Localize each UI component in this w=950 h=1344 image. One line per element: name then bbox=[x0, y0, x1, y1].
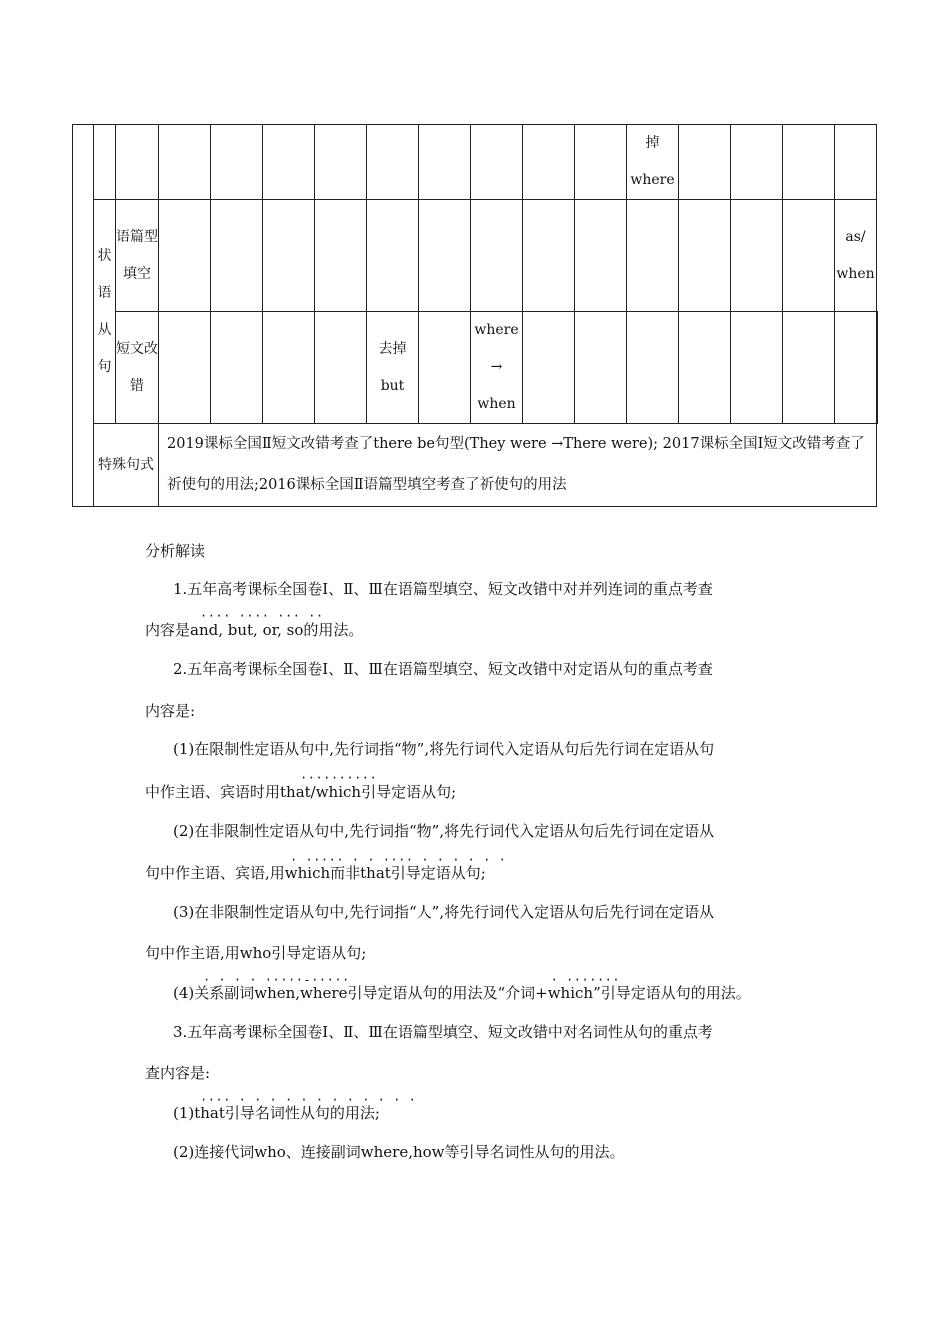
table-cell bbox=[575, 200, 627, 312]
paragraph-3-line-2: 查内容是: bbox=[145, 1064, 211, 1082]
table-cell bbox=[835, 125, 877, 200]
table-cell bbox=[627, 312, 679, 424]
adverbial-clause-label: 状语从句 bbox=[94, 200, 116, 424]
special-sentence-note: 2019课标全国Ⅱ短文改错考查了there be句型(They were →There were); 2017课标全国Ⅰ短文改错考查了祈使句的用法;2016课标全国Ⅱ语篇型填空考查了祈使句的用法 bbox=[159, 424, 877, 507]
table-cell bbox=[731, 312, 783, 424]
table-cell bbox=[783, 200, 835, 312]
paragraph-2-2-line-1: (2)在非限制性定语从句中,先行词指“物”,将先行词代入定语从句后先行词在定语从 bbox=[173, 822, 715, 840]
paragraph-3-2: (2)连接代词who、连接副词where,how等引导名词性从句的用法。 bbox=[173, 1143, 625, 1161]
table-row bbox=[73, 312, 878, 424]
table-cell bbox=[315, 125, 367, 200]
table-cell-remove-but: 去掉 but bbox=[367, 312, 419, 424]
table-row bbox=[73, 200, 878, 312]
paragraph-3-1: (1)that引导名词性从句的用法; bbox=[173, 1104, 380, 1122]
row-label-error-correction: 短文改错 bbox=[116, 312, 159, 424]
paragraph-2-1-line-2: 中作主语、宾语时用that/which引导定语从句; bbox=[145, 783, 457, 801]
table-cell bbox=[679, 200, 731, 312]
paragraph-2-3-line-1: (3)在非限制性定语从句中,先行词指“人”,将先行词代入定语从句后先行词在定语从 bbox=[173, 903, 715, 921]
table-cell bbox=[419, 125, 471, 200]
paragraph-2-1-line-1: (1)在限制性定语从句中,先行词指“物”,将先行词代入定语从句后先行词在定语从句 bbox=[173, 740, 715, 758]
table-cell bbox=[263, 125, 315, 200]
table-cell bbox=[263, 200, 315, 312]
table-cell bbox=[315, 312, 367, 424]
emphasis-dots: · · · · ·····-····· · ······· bbox=[203, 973, 621, 987]
table-cell bbox=[835, 312, 877, 424]
emphasis-dots: ·········· bbox=[300, 771, 378, 785]
table-row bbox=[73, 424, 878, 507]
row-label-cloze: 语篇型填空 bbox=[116, 200, 159, 312]
table-cell bbox=[877, 312, 878, 424]
table-cell bbox=[679, 312, 731, 424]
table-cell-where: 掉 where bbox=[627, 125, 679, 200]
table-cell bbox=[211, 312, 263, 424]
table-cell bbox=[523, 125, 575, 200]
table-cell bbox=[211, 125, 263, 200]
table-cell bbox=[419, 312, 471, 424]
paragraph-1-line-2: 内容是and, but, or, so的用法。 bbox=[145, 621, 364, 639]
group-cell-empty bbox=[73, 125, 94, 507]
table-cell bbox=[627, 200, 679, 312]
table-row bbox=[73, 125, 878, 200]
table-cell bbox=[211, 200, 263, 312]
paragraph-2-line-1: 2.五年高考课标全国卷Ⅰ、Ⅱ、Ⅲ在语篇型填空、短文改错中对定语从句的重点考查 bbox=[173, 660, 713, 678]
paragraph-2-2-line-2: 句中作主语、宾语,用which而非that引导定语从句; bbox=[145, 864, 486, 882]
table-cell bbox=[159, 312, 211, 424]
paragraph-3-line-1: 3.五年高考课标全国卷Ⅰ、Ⅱ、Ⅲ在语篇型填空、短文改错中对名词性从句的重点考 bbox=[173, 1023, 713, 1041]
paragraph-1-line-1: 1.五年高考课标全国卷Ⅰ、Ⅱ、Ⅲ在语篇型填空、短文改错中对并列连词的重点考查 bbox=[173, 580, 713, 598]
table-cell bbox=[94, 125, 116, 200]
table-cell bbox=[731, 200, 783, 312]
special-sentence-label: 特殊句式 bbox=[94, 424, 159, 507]
table-cell bbox=[471, 125, 523, 200]
paragraph-2-3-line-2: 句中作主语,用who引导定语从句; bbox=[145, 944, 367, 962]
emphasis-dots: · ····· · · ···· · · · · · · bbox=[290, 853, 507, 867]
table-cell-where-when: where → when bbox=[471, 312, 523, 424]
table-cell bbox=[471, 200, 523, 312]
table-cell bbox=[367, 125, 419, 200]
table-cell-as-when: as/ when bbox=[835, 200, 877, 312]
table-cell bbox=[419, 200, 471, 312]
table-cell bbox=[783, 312, 835, 424]
table-cell bbox=[159, 125, 211, 200]
table-cell bbox=[159, 200, 211, 312]
table-cell bbox=[679, 125, 731, 200]
table-cell bbox=[783, 125, 835, 200]
table-cell bbox=[731, 125, 783, 200]
table-cell bbox=[575, 125, 627, 200]
table-cell bbox=[116, 125, 159, 200]
table-cell bbox=[263, 312, 315, 424]
analysis-heading: 分析解读 bbox=[145, 542, 206, 560]
paragraph-2-line-2: 内容是: bbox=[145, 702, 196, 720]
emphasis-dots: ···· ···· ··· ·· bbox=[200, 609, 324, 623]
exam-analysis-table bbox=[72, 124, 878, 507]
paragraph-2-4: (4)关系副词when,where引导定语从句的用法及“介词+which”引导定语从句的用法。 bbox=[173, 984, 751, 1002]
table-cell bbox=[315, 200, 367, 312]
emphasis-dots: ···· · · · · · · · · · · · · bbox=[200, 1093, 417, 1107]
table-cell bbox=[523, 312, 575, 424]
table-cell bbox=[523, 200, 575, 312]
table-cell bbox=[575, 312, 627, 424]
table-cell bbox=[367, 200, 419, 312]
